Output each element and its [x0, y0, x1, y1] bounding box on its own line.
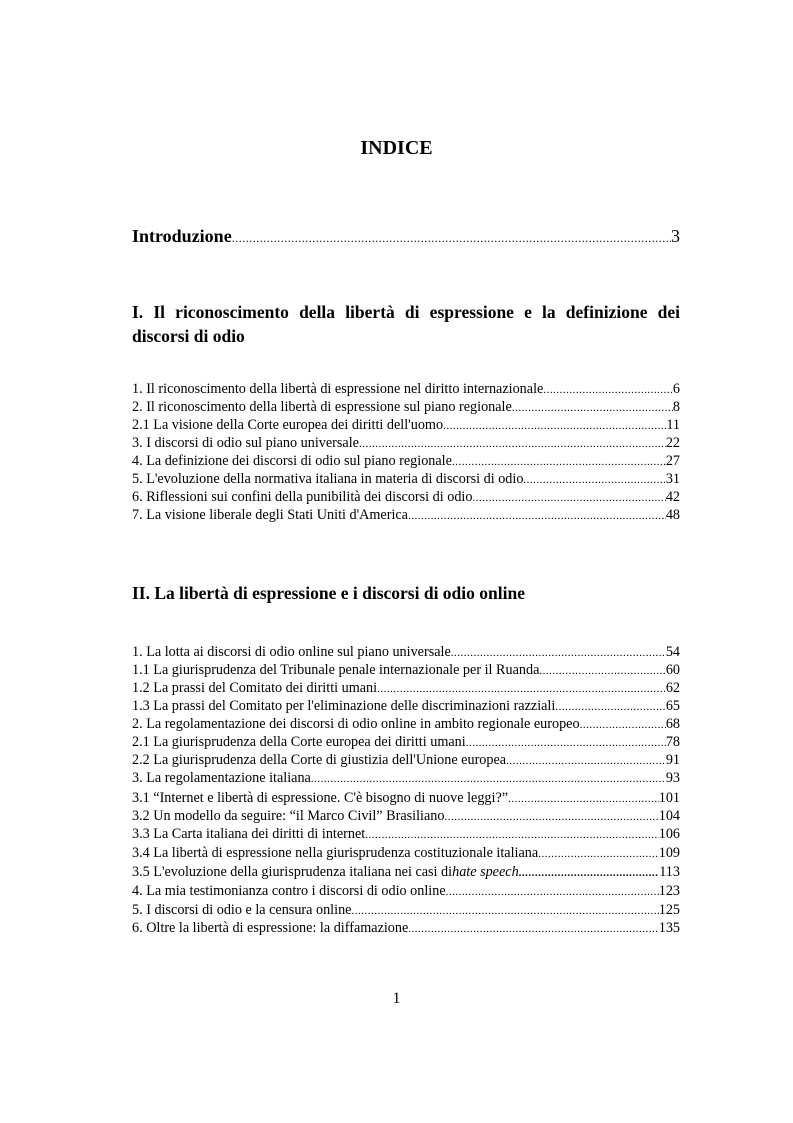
entry-page: 8 — [672, 399, 680, 415]
entry-page: 48 — [665, 507, 680, 523]
dot-leader — [452, 456, 666, 468]
entry-label: 3. La regolamentazione italiana — [132, 770, 311, 786]
entry-page: 62 — [665, 680, 680, 696]
toc-entry — [132, 770, 680, 788]
chapter1-heading: I. Il riconoscimento della libertà di espressione e la definizione dei discorsi di odio — [132, 302, 680, 346]
dot-leader — [377, 683, 666, 695]
toc-entry — [132, 435, 680, 453]
entry-label: 3.1 “Internet e libertà di espressione. C'è bisogno di nuove leggi?” — [132, 790, 509, 806]
entry-label: 2.1 La visione della Corte europea dei diritti dell'uomo — [132, 417, 444, 433]
toc-entry — [132, 489, 680, 507]
dot-leader — [365, 829, 658, 841]
entry-label: 1.3 La prassi del Comitato per l'eliminazione delle discriminazioni razziali — [132, 698, 556, 714]
toc-entry — [132, 883, 680, 901]
toc-entry — [132, 920, 680, 938]
dot-leader — [555, 701, 666, 713]
entry-page: 78 — [665, 734, 680, 750]
toc-entry — [132, 381, 680, 399]
entry-page: 65 — [665, 698, 680, 714]
toc-entry — [132, 716, 680, 734]
entry-label: 1. Il riconoscimento della libertà di espressione nel diritto internazionale — [132, 381, 544, 397]
entry-page: 123 — [658, 883, 680, 899]
page-number: 1 — [392, 990, 401, 1007]
entry-label: 5. I discorsi di odio e la censura online — [132, 902, 352, 918]
chapter2-heading: II. La libertà di espressione e i discorsi di odio online — [132, 583, 525, 603]
entry-page: 113 — [659, 864, 680, 880]
dot-leader — [466, 737, 666, 749]
toc-entry — [132, 845, 680, 863]
entry-label: 2. Il riconoscimento della libertà di espressione sul piano regionale — [132, 399, 512, 415]
toc-entry — [132, 734, 680, 752]
entry-label: 3.4 La libertà di espressione nella giurisprudenza costituzionale italiana — [132, 845, 539, 861]
dot-leader — [311, 773, 666, 785]
toc-entry — [132, 399, 680, 417]
dot-leader — [539, 665, 665, 677]
entry-page: 42 — [665, 489, 680, 505]
toc-entry — [132, 453, 680, 471]
dot-leader — [232, 231, 671, 246]
dot-leader — [443, 420, 666, 432]
dot-leader — [508, 793, 659, 805]
entry-label: 2.2 La giurisprudenza della Corte di giustizia dell'Unione europea — [132, 752, 507, 768]
dot-leader — [538, 848, 659, 860]
entry-page: 106 — [658, 826, 680, 842]
entry-page: 54 — [665, 644, 680, 660]
entry-page: 91 — [665, 752, 680, 768]
entry-label: 1.2 La prassi del Comitato dei diritti umani — [132, 680, 378, 696]
entry-label: 2. La regolamentazione dei discorsi di odio online in ambito regionale europeo — [132, 716, 580, 732]
entry-label: 1.1 La giurisprudenza del Tribunale penale internazionale per il Ruanda — [132, 662, 540, 678]
toc-entry — [132, 826, 680, 844]
entry-label: 6. Riflessioni sui confini della punibilità dei discorsi di odio — [132, 489, 473, 505]
toc-entry — [132, 790, 680, 808]
dot-leader — [512, 402, 673, 414]
dot-leader — [523, 474, 665, 486]
dot-leader — [506, 755, 666, 767]
toc-entry — [132, 698, 680, 716]
entry-page: 27 — [665, 453, 680, 469]
toc-entry — [132, 752, 680, 770]
entry-page: 68 — [665, 716, 680, 732]
entry-label: 3.3 La Carta italiana dei diritti di internet — [132, 826, 366, 842]
entry-page: 109 — [658, 845, 680, 861]
entry-page: 6 — [672, 381, 680, 397]
entry-label: 3.5 L'evoluzione della giurisprudenza italiana nei casi di — [132, 864, 453, 880]
dot-leader — [472, 492, 665, 504]
introduction-label: Introduzione — [132, 226, 232, 246]
dot-leader — [580, 719, 666, 731]
toc-entry — [132, 644, 680, 662]
entry-label: 1. La lotta ai discorsi di odio online sul piano universale — [132, 644, 451, 660]
dot-leader — [543, 384, 673, 396]
entry-label: 2.1 La giurisprudenza della Corte europea dei diritti umani — [132, 734, 466, 750]
entry-page: 31 — [665, 471, 680, 487]
entry-label: 4. La definizione dei discorsi di odio sul piano regionale — [132, 453, 452, 469]
entry-page: 60 — [665, 662, 680, 678]
dot-leader — [408, 510, 666, 522]
toc-entry — [132, 808, 680, 826]
toc-introduction — [132, 226, 680, 247]
toc-entry — [132, 507, 680, 525]
entry-page: 11 — [666, 417, 680, 433]
entry-page: 101 — [658, 790, 680, 806]
toc-entry — [132, 417, 680, 435]
dot-leader — [446, 886, 659, 898]
entry-label: 3. I discorsi di odio sul piano universale — [132, 435, 359, 451]
dot-leader — [351, 905, 658, 917]
page-title: INDICE — [360, 137, 433, 159]
dot-leader — [519, 867, 660, 879]
entry-page: 22 — [665, 435, 680, 451]
dot-leader — [444, 811, 658, 823]
introduction-page: 3 — [671, 226, 680, 246]
entry-page: 93 — [665, 770, 680, 786]
entry-label-italic: hate speech — [452, 864, 519, 880]
entry-label: 7. La visione liberale degli Stati Uniti d'America — [132, 507, 408, 523]
toc-entry — [132, 680, 680, 698]
dot-leader — [359, 438, 666, 450]
entry-label: 6. Oltre la libertà di espressione: la diffamazione — [132, 920, 409, 936]
toc-entry — [132, 662, 680, 680]
dot-leader — [408, 923, 658, 935]
entry-label: 5. L'evoluzione della normativa italiana in materia di discorsi di odio — [132, 471, 524, 487]
entry-page: 125 — [658, 902, 680, 918]
entry-page: 135 — [658, 920, 680, 936]
entry-label: 3.2 Un modello da seguire: “il Marco Civil” Brasiliano — [132, 808, 445, 824]
toc-entry — [132, 864, 680, 882]
entry-page: 104 — [658, 808, 680, 824]
dot-leader — [451, 647, 666, 659]
toc-entry — [132, 471, 680, 489]
entry-label: 4. La mia testimonianza contro i discorsi di odio online — [132, 883, 446, 899]
toc-entry — [132, 902, 680, 920]
